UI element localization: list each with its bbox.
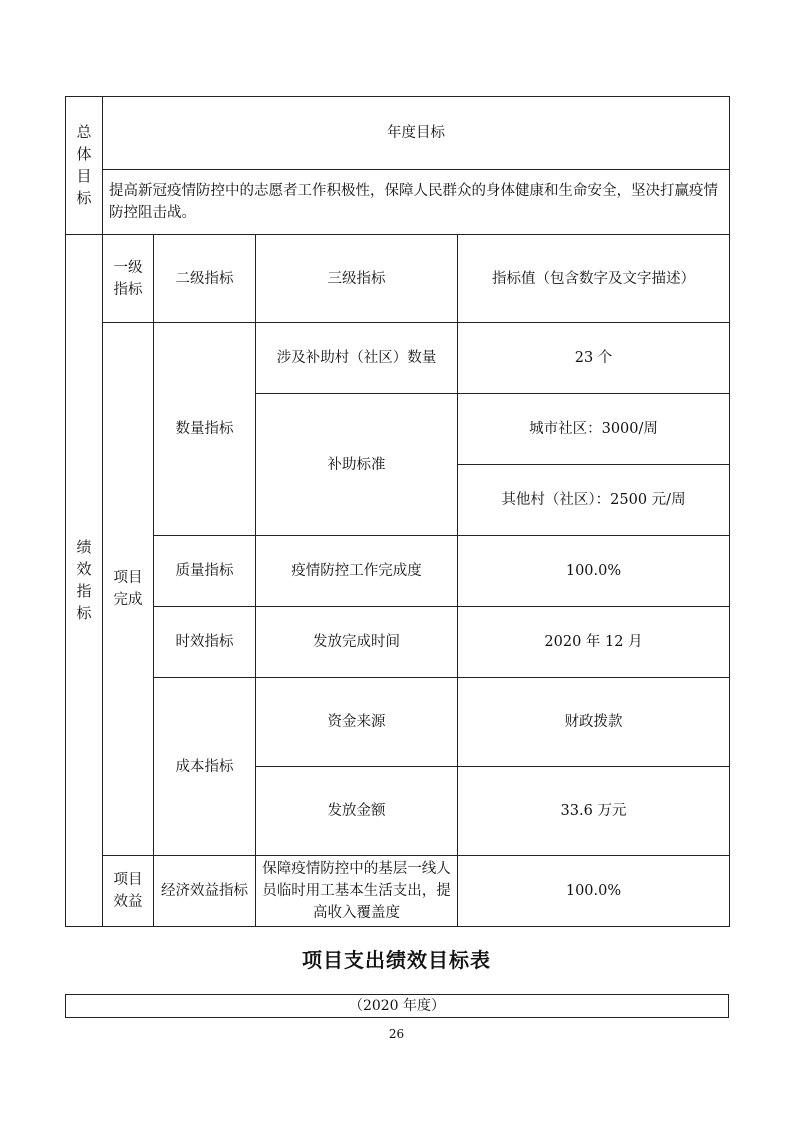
header-level3: 三级指标 [256,235,458,323]
issue-amount-value: 33.6 万元 [458,767,730,856]
villages-covered-value: 23 个 [458,323,730,394]
fund-source-value: 财政拨款 [458,678,730,767]
villages-covered: 涉及补助村（社区）数量 [256,323,458,394]
city-community-value: 城市社区：3000/周 [458,394,730,465]
annual-goal-text: 提高新冠疫情防控中的志愿者工作积极性，保障人民群众的身体健康和生命安全，坚决打赢疫情防控阻击战。 [103,170,730,235]
economic-benefit: 经济效益指标 [154,856,256,927]
annual-goal-header: 年度目标 [103,97,730,170]
subsidy-standard: 补助标准 [256,394,458,536]
completion-degree: 疫情防控工作完成度 [256,536,458,607]
fund-source: 资金来源 [256,678,458,767]
overall-goal-label: 总体目标 [66,97,103,235]
economic-desc: 保障疫情防控中的基层一线人员临时用工基本生活支出，提高收入覆盖度 [256,856,458,927]
next-year-box: （2020 年度） [65,994,729,1018]
quality-indicator: 质量指标 [154,536,256,607]
quantity-indicator: 数量指标 [154,323,256,536]
issue-time: 发放完成时间 [256,607,458,678]
next-table-title: 项目支出绩效目标表 [302,948,491,972]
performance-table [65,96,730,927]
economic-value: 100.0% [458,856,730,927]
issue-time-value: 2020 年 12 月 [458,607,730,678]
issue-amount: 发放金额 [256,767,458,856]
other-villages-value: 其他村（社区）：2500 元/周 [458,465,730,536]
cost-indicator: 成本指标 [154,678,256,856]
completion-degree-value: 100.0% [458,536,730,607]
project-benefit: 项目效益 [103,856,154,927]
page-number: 26 [388,1027,405,1041]
header-level1: 一级指标 [103,235,154,323]
project-completion: 项目完成 [103,323,154,856]
header-level2: 二级指标 [154,235,256,323]
header-value: 指标值（包含数字及文字描述） [458,235,730,323]
timeliness-indicator: 时效指标 [154,607,256,678]
performance-label: 绩效指标 [66,235,103,927]
